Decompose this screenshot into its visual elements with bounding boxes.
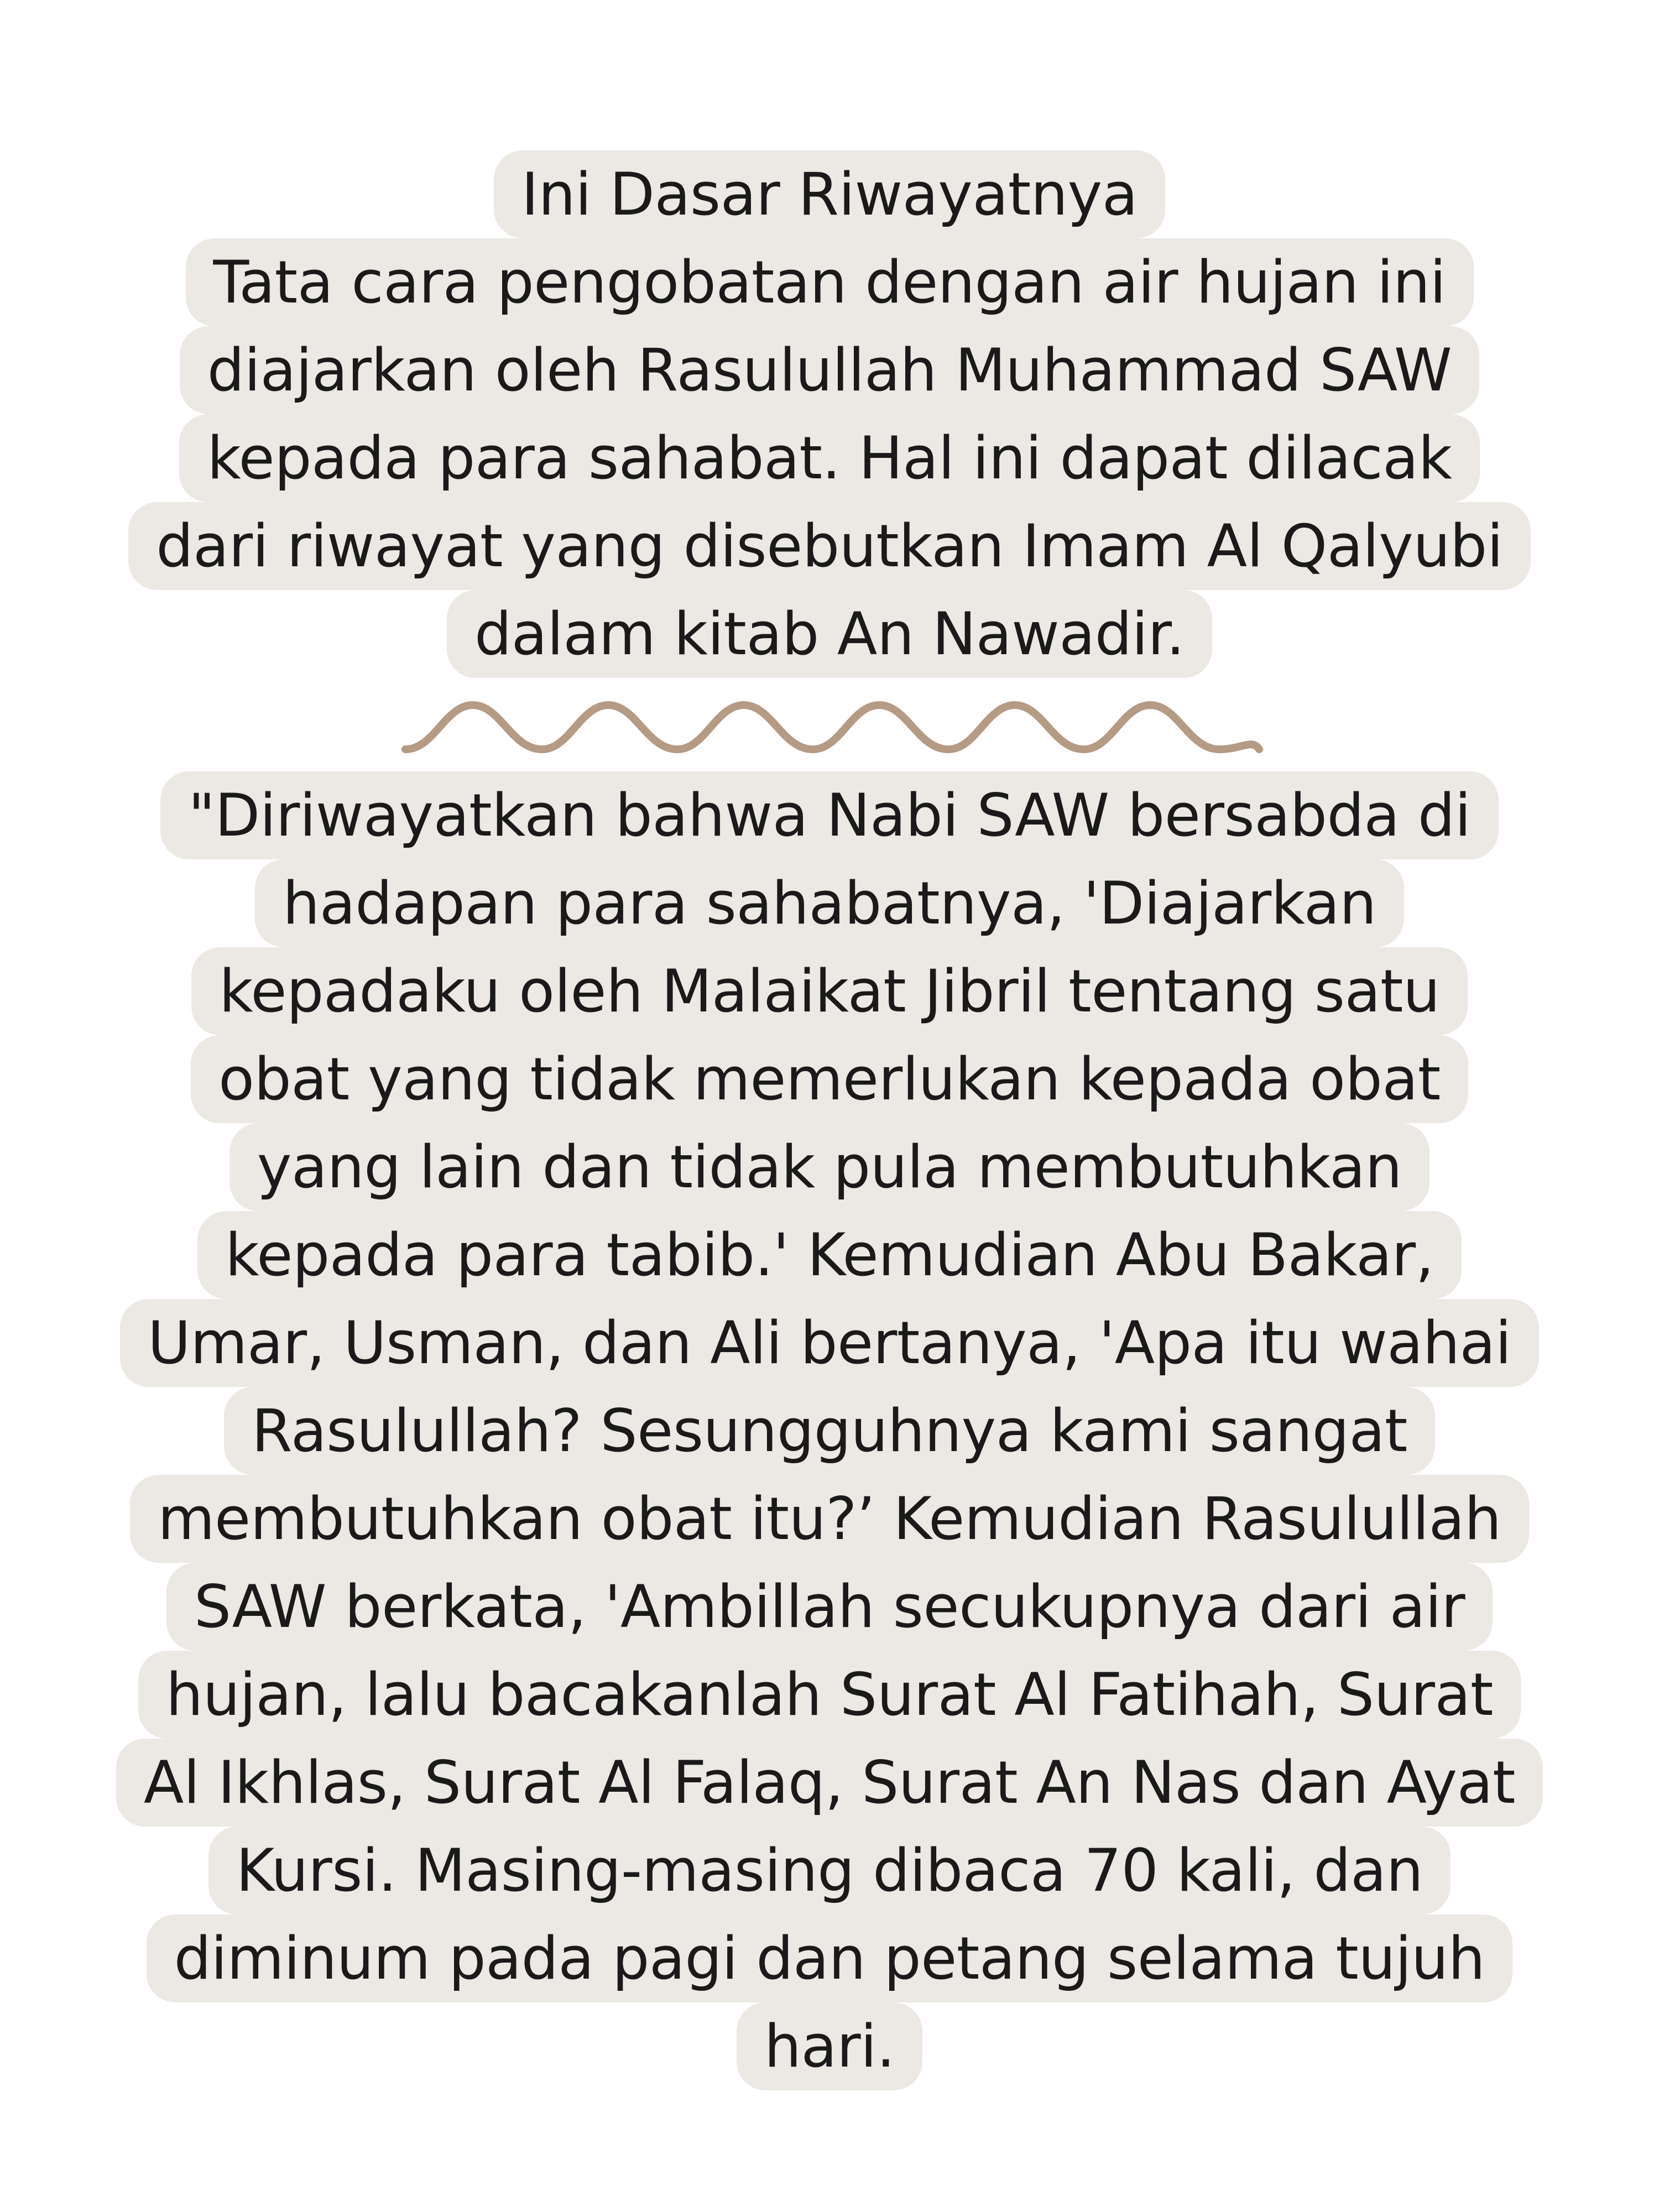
hadith-line: "Diriwayatkan bahwa Nabi SAW bersabda di (160, 771, 1498, 859)
intro-line: kepada para sahabat. Hal ini dapat dilacak (179, 414, 1479, 502)
hadith-line: Umar, Usman, dan Ali bertanya, 'Apa itu wahai (120, 1299, 1539, 1387)
hadith-line: Al Ikhlas, Surat Al Falaq, Surat An Nas dan Ayat (116, 1739, 1543, 1827)
intro-heading: Ini Dasar Riwayatnya (494, 150, 1166, 238)
intro-line: dari riwayat yang disebutkan Imam Al Qalyubi (128, 502, 1531, 590)
hadith-line: kepada para tabib.' Kemudian Abu Bakar, (197, 1211, 1462, 1299)
wavy-divider-icon (401, 700, 1264, 760)
hadith-line: diminum pada pagi dan petang selama tujuh (147, 1914, 1513, 2002)
hadith-line: yang lain dan tidak pula membutuhkan (229, 1123, 1430, 1211)
hadith-line: hujan, lalu bacakanlah Surat Al Fatihah, Surat (138, 1651, 1521, 1739)
intro-line: Tata cara pengobatan dengan air hujan ini (186, 238, 1474, 326)
hadith-line: obat yang tidak memerlukan kepada obat (191, 1035, 1468, 1123)
hadith-section (0, 771, 1659, 2090)
intro-line: dalam kitab An Nawadir. (447, 590, 1212, 678)
hadith-line: hadapan para sahabatnya, 'Diajarkan (255, 859, 1404, 947)
hadith-line: Rasulullah? Sesungguhnya kami sangat (224, 1387, 1435, 1475)
hadith-line: Kursi. Masing-masing dibaca 70 kali, dan (208, 1827, 1451, 1914)
intro-line: diajarkan oleh Rasulullah Muhammad SAW (180, 326, 1479, 414)
hadith-line: kepadaku oleh Malaikat Jibril tentang satu (191, 947, 1467, 1035)
hadith-line: SAW berkata, 'Ambillah secukupnya dari air (166, 1563, 1493, 1651)
intro-section (0, 150, 1659, 678)
hadith-line: hari. (737, 2002, 922, 2090)
hadith-line: membutuhkan obat itu?’ Kemudian Rasulullah (130, 1475, 1528, 1563)
